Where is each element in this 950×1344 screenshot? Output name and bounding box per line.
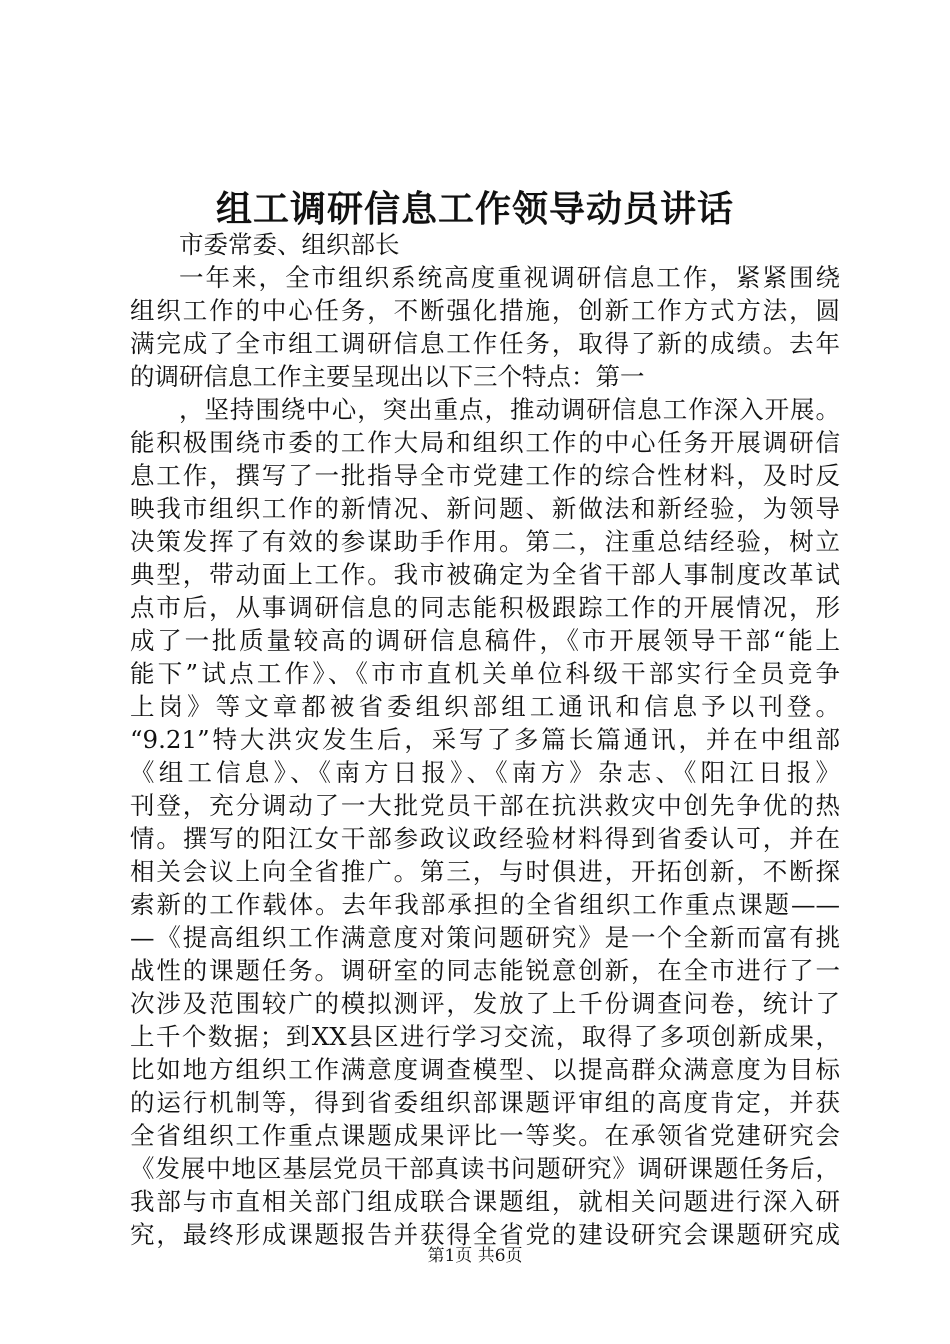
paragraph-line: 战性的课题任务。调研室的同志能锐意创新，在全市进行了一 xyxy=(130,956,840,985)
paragraph-line: 一年来，全市组织系统高度重视调研信息工作，紧紧围绕 xyxy=(179,263,840,292)
paragraph-line: 次涉及范围较广的模拟测评，发放了上千份调查问卷，统计了 xyxy=(130,989,840,1018)
speaker-line: 市委常委、组织部长 xyxy=(179,230,400,259)
paragraph-line: 究，最终形成课题报告并获得全省党的建设研究会课题研究成 xyxy=(130,1220,840,1249)
paragraph-line: 能下”试点工作》、《市市直机关单位科级干部实行全员竞争 xyxy=(130,659,840,688)
paragraph-line: 组织工作的中心任务，不断强化措施，创新工作方式方法，圆 xyxy=(130,296,840,325)
paragraph-line: 《发展中地区基层党员干部真读书问题研究》调研课题任务后， xyxy=(130,1154,840,1183)
document-title: 组工调研信息工作领导动员讲话 xyxy=(215,189,734,230)
paragraph-line: 映我市组织工作的新情况、新问题、新做法和新经验，为领导 xyxy=(130,494,840,523)
paragraph-line: 能积极围绕市委的工作大局和组织工作的中心任务开展调研信 xyxy=(130,428,840,457)
paragraph-line: 刊登，充分调动了一大批党员干部在抗洪救灾中创先争优的热 xyxy=(130,791,840,820)
document-body xyxy=(130,228,840,1251)
paragraph-line: 情。撰写的阳江女干部参政议政经验材料得到省委认可，并在 xyxy=(130,824,840,853)
paragraph-line: “9.21”特大洪灾发生后，采写了多篇长篇通讯，并在中组部 xyxy=(130,725,840,754)
paragraph-line: 我部与市直相关部门组成联合课题组，就相关问题进行深入研 xyxy=(130,1187,840,1216)
paragraph-line: 息工作，撰写了一批指导全市党建工作的综合性材料，及时反 xyxy=(130,461,840,490)
paragraph-line: 典型，带动面上工作。我市被确定为全省干部人事制度改革试 xyxy=(130,560,840,589)
paragraph-line: 满完成了全市组工调研信息工作任务，取得了新的成绩。去年 xyxy=(130,329,840,358)
page-number-footer: 第1页 共6页 xyxy=(427,1246,523,1266)
paragraph-line: 比如地方组织工作满意度调查模型、以提高群众满意度为目标 xyxy=(130,1055,840,1084)
paragraph-line: 上千个数据；到XX县区进行学习交流，取得了多项创新成果， xyxy=(130,1022,840,1051)
paragraph-line: 点市后，从事调研信息的同志能积极跟踪工作的开展情况，形 xyxy=(130,593,840,622)
paragraph-line: 全省组织工作重点课题成果评比一等奖。在承领省党建研究会 xyxy=(130,1121,840,1150)
paragraph-line: —《提高组织工作满意度对策问题研究》是一个全新而富有挑 xyxy=(130,923,840,952)
paragraph-line: 决策发挥了有效的参谋助手作用。第二，注重总结经验，树立 xyxy=(130,527,840,556)
paragraph-line: 相关会议上向全省推广。第三，与时俱进，开拓创新，不断探 xyxy=(130,857,840,886)
paragraph-line: 的调研信息工作主要呈现出以下三个特点：第一 xyxy=(130,362,645,391)
paragraph-line: 的运行机制等，得到省委组织部课题评审组的高度肯定，并获 xyxy=(130,1088,840,1117)
paragraph-line: ，坚持围绕中心，突出重点，推动调研信息工作深入开展。 xyxy=(179,395,840,424)
paragraph-line: 《组工信息》、《南方日报》、《南方》杂志、《阳江日报》 xyxy=(130,758,840,787)
paragraph-line: 成了一批质量较高的调研信息稿件，《市开展领导干部“能上 xyxy=(130,626,840,655)
paragraph-line: 索新的工作载体。去年我部承担的全省组织工作重点课题—— xyxy=(130,890,840,919)
paragraph-line: 上岗》等文章都被省委组织部组工通讯和信息予以刊登。 xyxy=(130,692,840,721)
